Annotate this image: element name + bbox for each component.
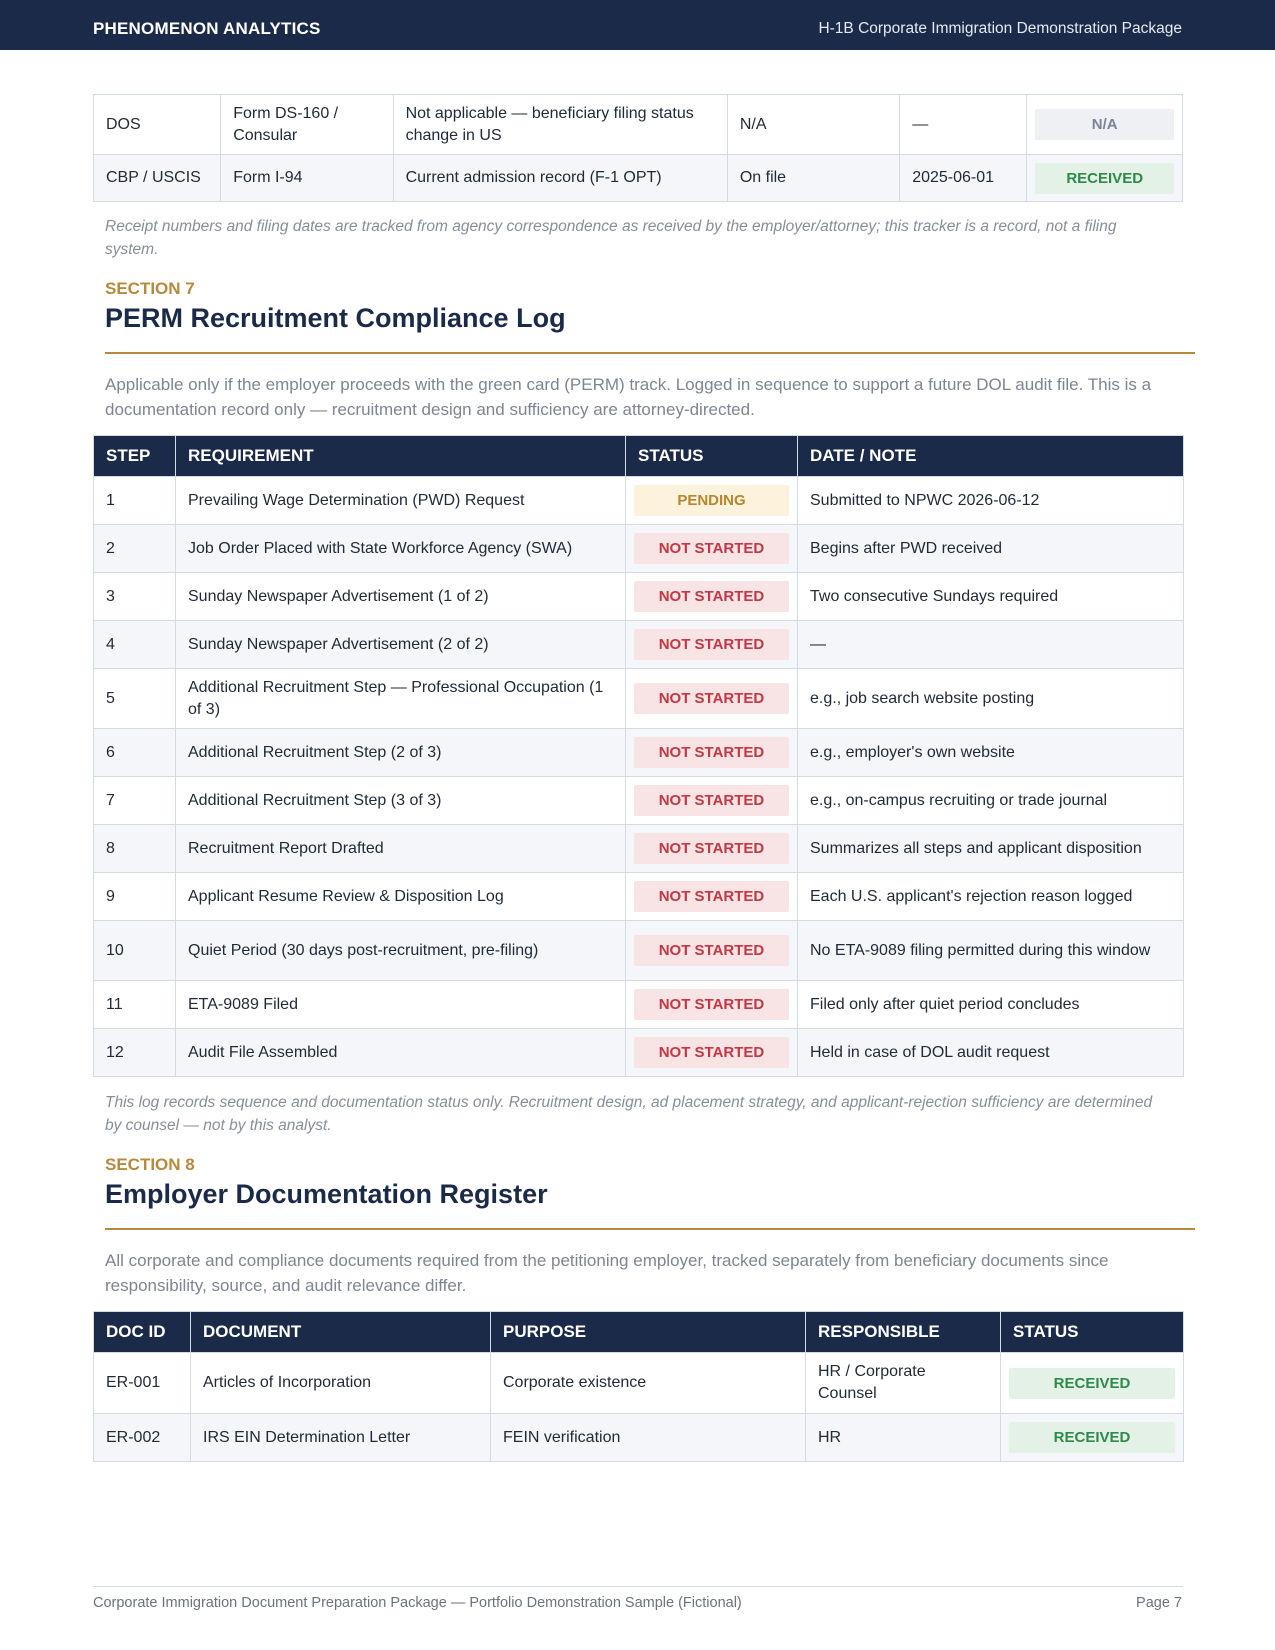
step-cell: 5 <box>94 669 176 729</box>
requirement-cell: Additional Recruitment Step — Professional Occupation (1 of 3) <box>176 669 626 729</box>
requirement-cell: Additional Recruitment Step (3 of 3) <box>176 777 626 825</box>
status-badge: NOT STARTED <box>634 629 789 660</box>
table-row <box>94 981 1184 1029</box>
document-title: H-1B Corporate Immigration Demonstration Package <box>818 20 1182 37</box>
note-cell: No ETA-9089 filing permitted during this window <box>798 921 1184 981</box>
column-header: STEP <box>94 436 176 477</box>
step-cell: 11 <box>94 981 176 1029</box>
requirement-cell: ETA-9089 Filed <box>176 981 626 1029</box>
doc-id-cell: ER-002 <box>94 1414 191 1462</box>
responsible-cell: HR <box>806 1414 1001 1462</box>
table-row <box>94 825 1184 873</box>
form-cell: Form I-94 <box>221 155 393 202</box>
status-badge: NOT STARTED <box>634 683 789 714</box>
column-header: DOC ID <box>94 1312 191 1353</box>
table-row <box>94 155 1183 202</box>
section-title: Employer Documentation Register <box>105 1179 548 1209</box>
note-cell: Submitted to NPWC 2026-06-12 <box>798 477 1184 525</box>
table-row <box>94 1029 1184 1077</box>
page-header <box>0 0 1275 50</box>
purpose-cell: Corporate existence <box>491 1353 806 1414</box>
column-header: RESPONSIBLE <box>806 1312 1001 1353</box>
requirement-cell: Audit File Assembled <box>176 1029 626 1077</box>
status-badge: RECEIVED <box>1009 1368 1175 1399</box>
receipt-cell: On file <box>727 155 899 202</box>
status-badge: RECEIVED <box>1035 163 1174 194</box>
table-header-row <box>94 1312 1184 1353</box>
column-header: STATUS <box>626 436 798 477</box>
table-row <box>94 525 1184 573</box>
note-cell: e.g., job search website posting <box>798 669 1184 729</box>
table-row <box>94 1414 1184 1462</box>
table-row <box>94 669 1184 729</box>
status-badge: NOT STARTED <box>634 935 789 966</box>
employer-documentation-table <box>93 1311 1184 1462</box>
note-cell: e.g., employer's own website <box>798 729 1184 777</box>
table-header-row <box>94 436 1184 477</box>
step-cell: 2 <box>94 525 176 573</box>
requirement-cell: Prevailing Wage Determination (PWD) Request <box>176 477 626 525</box>
section-divider <box>105 1228 1195 1230</box>
step-cell: 6 <box>94 729 176 777</box>
status-badge: PENDING <box>634 485 789 516</box>
column-header: DOCUMENT <box>191 1312 491 1353</box>
note-cell: Filed only after quiet period concludes <box>798 981 1184 1029</box>
requirement-cell: Sunday Newspaper Advertisement (1 of 2) <box>176 573 626 621</box>
responsible-cell: HR / Corporate Counsel <box>806 1353 1001 1414</box>
filing-tracker-note: Receipt numbers and filing dates are tracked from agency correspondence as received by the employer/attorney; this tracker is a record, not a filing system. <box>105 218 1117 258</box>
section-title: PERM Recruitment Compliance Log <box>105 303 566 333</box>
note-cell: Held in case of DOL audit request <box>798 1029 1184 1077</box>
section-divider <box>105 352 1195 354</box>
document-cell: IRS EIN Determination Letter <box>191 1414 491 1462</box>
requirement-cell: Applicant Resume Review & Disposition Log <box>176 873 626 921</box>
step-cell: 3 <box>94 573 176 621</box>
table-row <box>94 1353 1184 1414</box>
status-badge: RECEIVED <box>1009 1422 1175 1453</box>
table-row <box>94 621 1184 669</box>
note-cell: Summarizes all steps and applicant disposition <box>798 825 1184 873</box>
table-row <box>94 573 1184 621</box>
agency-cell: CBP / USCIS <box>94 155 221 202</box>
brand-name: PHENOMENON ANALYTICS <box>93 19 321 38</box>
status-badge: NOT STARTED <box>634 881 789 912</box>
column-header: STATUS <box>1001 1312 1184 1353</box>
page-content <box>93 94 1183 1462</box>
status-badge: NOT STARTED <box>634 1037 789 1068</box>
page-number: Page 7 <box>1136 1595 1182 1611</box>
status-badge: N/A <box>1035 109 1174 140</box>
status-badge: NOT STARTED <box>634 785 789 816</box>
requirement-cell: Recruitment Report Drafted <box>176 825 626 873</box>
table-row <box>94 873 1184 921</box>
step-cell: 8 <box>94 825 176 873</box>
note-cell: Two consecutive Sundays required <box>798 573 1184 621</box>
step-cell: 7 <box>94 777 176 825</box>
note-cell: — <box>798 621 1184 669</box>
status-badge: NOT STARTED <box>634 581 789 612</box>
column-header: REQUIREMENT <box>176 436 626 477</box>
filing-tracker-table <box>93 94 1183 202</box>
perm-recruitment-table <box>93 435 1184 1077</box>
doc-id-cell: ER-001 <box>94 1353 191 1414</box>
note-cell: Each U.S. applicant's rejection reason logged <box>798 873 1184 921</box>
perm-log-note: This log records sequence and documentation status only. Recruitment design, ad placement strategy, and applicant-rejection sufficiency are determined by counsel — not by this analyst. <box>105 1094 1153 1134</box>
status-badge: NOT STARTED <box>634 989 789 1020</box>
section-intro: Applicable only if the employer proceeds with the green card (PERM) track. Logged in sequence to support a future DOL audit file. This is a documentation record only — recruitment design and sufficiency are attorney-directed. <box>105 375 1152 419</box>
column-header: PURPOSE <box>491 1312 806 1353</box>
form-cell: Form DS-160 / Consular <box>221 95 393 155</box>
document-cell: Articles of Incorporation <box>191 1353 491 1414</box>
status-badge: NOT STARTED <box>634 533 789 564</box>
step-cell: 9 <box>94 873 176 921</box>
description-cell: Not applicable — beneficiary filing status change in US <box>393 95 727 155</box>
step-cell: 10 <box>94 921 176 981</box>
column-header: DATE / NOTE <box>798 436 1184 477</box>
date-cell: — <box>900 95 1027 155</box>
receipt-cell: N/A <box>727 95 899 155</box>
table-row <box>94 95 1183 155</box>
section-intro: All corporate and compliance documents required from the petitioning employer, tracked separately from beneficiary documents since responsibility, source, and audit relevance differ. <box>105 1251 1109 1295</box>
step-cell: 1 <box>94 477 176 525</box>
requirement-cell: Job Order Placed with State Workforce Agency (SWA) <box>176 525 626 573</box>
table-row <box>94 921 1184 981</box>
requirement-cell: Quiet Period (30 days post-recruitment, pre-filing) <box>176 921 626 981</box>
footer-text: Corporate Immigration Document Preparation Package — Portfolio Demonstration Sample (Fictional) <box>93 1595 742 1611</box>
table-row <box>94 729 1184 777</box>
step-cell: 4 <box>94 621 176 669</box>
agency-cell: DOS <box>94 95 221 155</box>
step-cell: 12 <box>94 1029 176 1077</box>
description-cell: Current admission record (F-1 OPT) <box>393 155 727 202</box>
status-badge: NOT STARTED <box>634 833 789 864</box>
purpose-cell: FEIN verification <box>491 1414 806 1462</box>
table-row <box>94 777 1184 825</box>
date-cell: 2025-06-01 <box>900 155 1027 202</box>
requirement-cell: Additional Recruitment Step (2 of 3) <box>176 729 626 777</box>
section-label: SECTION 8 <box>105 1155 195 1174</box>
note-cell: e.g., on-campus recruiting or trade journal <box>798 777 1184 825</box>
note-cell: Begins after PWD received <box>798 525 1184 573</box>
requirement-cell: Sunday Newspaper Advertisement (2 of 2) <box>176 621 626 669</box>
status-badge: NOT STARTED <box>634 737 789 768</box>
section-label: SECTION 7 <box>105 279 195 298</box>
footer-divider <box>93 1586 1183 1587</box>
table-row <box>94 477 1184 525</box>
